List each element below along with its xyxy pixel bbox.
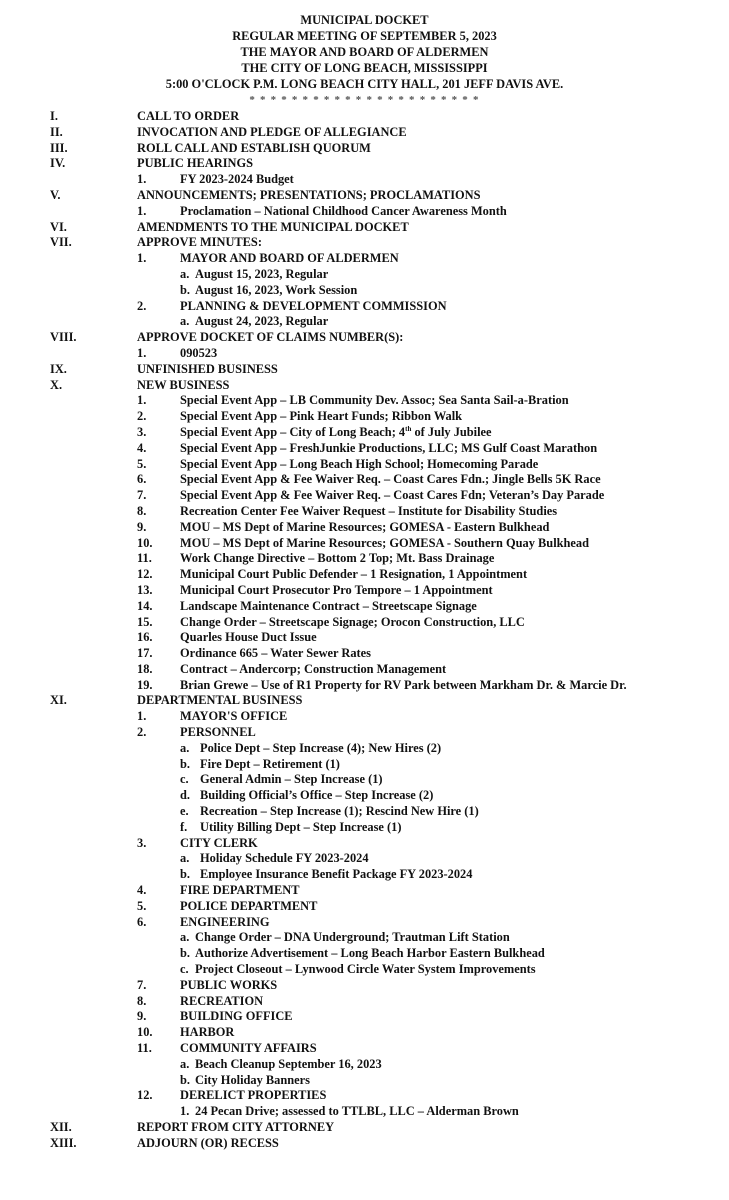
item-text-main: MAYOR AND BOARD OF ALDERMEN	[180, 251, 399, 266]
agenda-item	[0, 962, 729, 978]
agenda-item	[0, 504, 729, 520]
item-text-main: Special Event App – FreshJunkie Productions, LLC; MS Gulf Coast Marathon	[180, 440, 598, 455]
item-number: 4.	[137, 440, 147, 455]
item-number: 1.	[137, 393, 147, 408]
item-text-main: APPROVE DOCKET OF CLAIMS NUMBER(S):	[137, 330, 404, 345]
item-number: 2.	[137, 725, 147, 740]
item-text-main: REPORT FROM CITY ATTORNEY	[137, 1120, 335, 1134]
item-number: 14.	[137, 598, 153, 613]
agenda-item	[0, 457, 729, 473]
agenda-item	[0, 172, 729, 188]
item-number: 11.	[137, 1041, 152, 1056]
agenda-section	[0, 141, 729, 157]
agenda-item	[0, 1104, 729, 1120]
item-number: 1.	[137, 251, 147, 266]
agenda-item	[0, 851, 729, 867]
item-text-main: Special Event App – City of Long Beach; 4	[180, 424, 406, 439]
item-text-main: MOU – MS Dept of Marine Resources; GOMESA - Southern Quay Bulkhead	[180, 535, 590, 550]
item-text	[180, 630, 317, 646]
item-number: IX.	[50, 361, 67, 376]
agenda-item	[0, 1073, 729, 1089]
item-text	[195, 962, 536, 978]
item-text	[200, 804, 479, 820]
item-text	[180, 978, 277, 994]
item-text	[200, 788, 433, 804]
agenda-item	[0, 615, 729, 631]
item-text-main: Fire Dept – Retirement (1)	[200, 756, 340, 771]
agenda-item	[0, 946, 729, 962]
agenda-item	[0, 393, 729, 409]
agenda-item	[0, 772, 729, 788]
item-number: b.	[180, 282, 190, 297]
item-text-main: Contract – Andercorp; Construction Management	[180, 661, 447, 676]
item-text	[137, 220, 409, 236]
item-text	[137, 109, 239, 125]
agenda-item	[0, 804, 729, 820]
item-text-main: NEW BUSINESS	[137, 377, 230, 392]
item-text	[180, 488, 604, 504]
agenda-item	[0, 283, 729, 299]
agenda-section	[0, 109, 729, 125]
agenda-item	[0, 899, 729, 915]
item-number: 17.	[137, 646, 153, 661]
agenda-section	[0, 1120, 729, 1136]
item-number: 8.	[137, 993, 147, 1008]
item-text	[195, 930, 510, 946]
item-text	[180, 504, 557, 520]
ordinal-suffix: th	[405, 424, 412, 433]
item-text	[180, 709, 287, 725]
item-text	[137, 1136, 279, 1152]
item-text	[180, 662, 446, 678]
item-text-main: ENGINEERING	[180, 914, 270, 929]
item-number: 10.	[137, 1025, 153, 1040]
item-number: 1.	[137, 172, 147, 187]
agenda-section	[0, 156, 729, 172]
agenda-item	[0, 488, 729, 504]
item-text-main: Special Event App – Pink Heart Funds; Ribbon Walk	[180, 409, 463, 424]
item-number: e.	[180, 804, 189, 819]
item-text	[137, 235, 262, 251]
item-text-main: Recreation – Step Increase (1); Rescind New Hire (1)	[200, 804, 479, 819]
board-name: THE MAYOR AND BOARD OF ALDERMEN	[240, 45, 489, 59]
item-number: XII.	[50, 1120, 72, 1134]
item-text	[195, 946, 545, 962]
item-text	[180, 725, 256, 741]
item-text-main: POLICE DEPARTMENT	[180, 898, 318, 913]
docket-agenda	[0, 109, 729, 1152]
item-number: VII.	[50, 235, 72, 250]
agenda-section	[0, 125, 729, 141]
agenda-section	[0, 188, 729, 204]
agenda-item	[0, 978, 729, 994]
agenda-item	[0, 346, 729, 362]
agenda-item	[0, 630, 729, 646]
item-text	[180, 646, 371, 662]
item-number: 2.	[137, 409, 147, 424]
item-text	[180, 299, 447, 315]
item-text	[200, 757, 340, 773]
item-number: b.	[180, 756, 190, 771]
docket-header	[0, 12, 729, 108]
item-text-main: CALL TO ORDER	[137, 109, 240, 123]
item-text	[195, 314, 328, 330]
agenda-item	[0, 930, 729, 946]
item-text	[180, 1041, 317, 1057]
item-text	[180, 457, 538, 473]
item-text	[137, 1120, 334, 1136]
item-number: X.	[50, 377, 63, 392]
agenda-item	[0, 251, 729, 267]
item-text	[180, 615, 525, 631]
item-number: V.	[50, 187, 61, 202]
item-text-main: ROLL CALL AND ESTABLISH QUORUM	[137, 140, 371, 155]
agenda-item	[0, 551, 729, 567]
item-text-main: FIRE DEPARTMENT	[180, 883, 300, 898]
item-text	[180, 536, 589, 552]
item-text	[137, 378, 229, 394]
item-text-main: Building Official’s Office – Step Increase (2)	[200, 788, 434, 803]
item-text-main: COMMUNITY AFFAIRS	[180, 1041, 317, 1056]
item-text	[137, 330, 403, 346]
city-name: THE CITY OF LONG BEACH, MISSISSIPPI	[241, 61, 488, 75]
agenda-item	[0, 1041, 729, 1057]
item-text	[180, 599, 477, 615]
item-text	[195, 283, 357, 299]
item-text-main: PUBLIC WORKS	[180, 977, 278, 992]
item-text	[200, 772, 383, 788]
item-text	[137, 188, 481, 204]
agenda-item	[0, 646, 729, 662]
agenda-item	[0, 836, 729, 852]
item-text-main: Proclamation – National Childhood Cancer Awareness Month	[180, 203, 507, 218]
agenda-item	[0, 883, 729, 899]
item-number: a.	[180, 314, 190, 329]
item-number: 11.	[137, 551, 152, 566]
item-text-main: Change Order – DNA Underground; Trautman Lift Station	[195, 930, 510, 945]
item-text-main: Employee Insurance Benefit Package FY 2023-2024	[200, 867, 473, 882]
item-text-main: APPROVE MINUTES:	[137, 235, 262, 250]
item-number: 6.	[137, 472, 147, 487]
item-number: 12.	[137, 567, 153, 582]
item-text-main: 090523	[180, 345, 218, 360]
item-text-main: PUBLIC HEARINGS	[137, 156, 254, 171]
item-text-main: Ordinance 665 – Water Sewer Rates	[180, 646, 372, 661]
item-text	[180, 409, 462, 425]
agenda-item	[0, 1009, 729, 1025]
agenda-item	[0, 1088, 729, 1104]
item-text-main: 24 Pecan Drive; assessed to TTLBL, LLC – Alderman Brown	[195, 1104, 519, 1119]
item-text-main: August 16, 2023, Work Session	[195, 282, 358, 297]
agenda-item	[0, 441, 729, 457]
item-text	[137, 156, 253, 172]
item-text-main: Authorize Advertisement – Long Beach Harbor Eastern Bulkhead	[195, 946, 545, 961]
item-text-main: HARBOR	[180, 1025, 235, 1040]
item-number: 7.	[137, 977, 147, 992]
item-number: 18.	[137, 661, 153, 676]
item-number: VI.	[50, 219, 67, 234]
item-text-main: Holiday Schedule FY 2023-2024	[200, 851, 369, 866]
item-text	[180, 472, 601, 488]
item-number: 13.	[137, 582, 153, 597]
item-number: a.	[180, 1056, 190, 1071]
item-text-main: Municipal Court Public Defender – 1 Resignation, 1 Appointment	[180, 567, 528, 582]
item-text-main: Municipal Court Prosecutor Pro Tempore – 1 Appointment	[180, 582, 493, 597]
item-number: 3.	[137, 424, 147, 439]
item-text-main: ADJOURN (OR) RECESS	[137, 1135, 279, 1150]
item-text-main: Project Closeout – Lynwood Circle Water System Improvements	[195, 962, 536, 977]
agenda-item	[0, 299, 729, 315]
item-number: d.	[180, 788, 190, 803]
item-text-main: Beach Cleanup September 16, 2023	[195, 1056, 382, 1071]
agenda-item	[0, 409, 729, 425]
item-text-main: Special Event App – Long Beach High School; Homecoming Parade	[180, 456, 539, 471]
agenda-item	[0, 678, 729, 694]
agenda-item	[0, 788, 729, 804]
agenda-section	[0, 1136, 729, 1152]
item-text-main: Utility Billing Dept – Step Increase (1)	[200, 819, 402, 834]
item-number: 19.	[137, 677, 153, 692]
agenda-section	[0, 362, 729, 378]
item-number: b.	[180, 946, 190, 961]
item-text	[137, 141, 371, 157]
item-text	[180, 393, 569, 409]
agenda-item	[0, 867, 729, 883]
agenda-section	[0, 693, 729, 709]
item-number: 2.	[137, 298, 147, 313]
item-text-main: PLANNING & DEVELOPMENT COMMISSION	[180, 298, 447, 313]
item-text	[180, 551, 494, 567]
agenda-section	[0, 330, 729, 346]
agenda-item	[0, 662, 729, 678]
item-text	[180, 1025, 234, 1041]
item-text-main: UNFINISHED BUSINESS	[137, 361, 278, 376]
item-number: 3.	[137, 835, 147, 850]
item-text-main: RECREATION	[180, 993, 264, 1008]
item-text	[180, 583, 493, 599]
item-text	[200, 867, 472, 883]
item-text	[180, 1088, 326, 1104]
item-text-main: Special Event App & Fee Waiver Req. – Coast Cares Fdn; Veteran’s Day Parade	[180, 488, 605, 503]
item-number: 1.	[137, 345, 147, 360]
item-number: a.	[180, 851, 190, 866]
item-text	[180, 899, 317, 915]
item-text	[195, 1057, 382, 1073]
agenda-item	[0, 1057, 729, 1073]
item-text-main: PERSONNEL	[180, 725, 256, 740]
agenda-item	[0, 820, 729, 836]
item-text	[200, 851, 369, 867]
item-number: 5.	[137, 456, 147, 471]
item-number: 1.	[137, 709, 147, 724]
agenda-section	[0, 220, 729, 236]
agenda-section	[0, 235, 729, 251]
item-number: II.	[50, 124, 63, 139]
agenda-item	[0, 757, 729, 773]
item-number: 1.	[180, 1104, 190, 1119]
agenda-item	[0, 725, 729, 741]
item-number: 9.	[137, 1009, 147, 1024]
item-text	[137, 125, 407, 141]
agenda-item	[0, 472, 729, 488]
item-text-main: MOU – MS Dept of Marine Resources; GOMESA - Eastern Bulkhead	[180, 519, 550, 534]
agenda-item	[0, 1025, 729, 1041]
item-text-main: General Admin – Step Increase (1)	[200, 772, 383, 787]
item-text	[180, 883, 299, 899]
item-text-main: MAYOR'S OFFICE	[180, 709, 288, 724]
item-text-main: ANNOUNCEMENTS; PRESENTATIONS; PROCLAMATIONS	[137, 187, 481, 202]
item-text-main: Recreation Center Fee Waiver Request – Institute for Disability Studies	[180, 503, 558, 518]
item-number: 6.	[137, 914, 147, 929]
meeting-location: 5:00 O'CLOCK P.M. LONG BEACH CITY HALL, 201 JEFF DAVIS AVE.	[165, 77, 564, 91]
item-number: I.	[50, 109, 58, 123]
item-number: XIII.	[50, 1135, 77, 1150]
agenda-item	[0, 599, 729, 615]
item-text	[180, 994, 263, 1010]
item-number: IV.	[50, 156, 66, 171]
agenda-item	[0, 709, 729, 725]
item-text-main: Brian Grewe – Use of R1 Property for RV Park between Markham Dr. & Marcie Dr.	[180, 677, 627, 692]
item-text	[180, 567, 527, 583]
item-number: a.	[180, 266, 190, 281]
item-number: c.	[180, 772, 189, 787]
item-number: XI.	[50, 693, 67, 708]
item-text	[180, 346, 217, 362]
item-text-main: INVOCATION AND PLEDGE OF ALLEGIANCE	[137, 124, 407, 139]
item-number: VIII.	[50, 330, 77, 345]
item-number: 8.	[137, 503, 147, 518]
agenda-section	[0, 378, 729, 394]
agenda-item	[0, 741, 729, 757]
item-text-main: DEPARTMENTAL BUSINESS	[137, 693, 303, 708]
item-text-main: August 15, 2023, Regular	[195, 266, 329, 281]
item-number: 16.	[137, 630, 153, 645]
item-number: b.	[180, 867, 190, 882]
agenda-item	[0, 204, 729, 220]
item-number: 10.	[137, 535, 153, 550]
item-text	[200, 741, 441, 757]
item-number: a.	[180, 930, 190, 945]
item-text-rest: of July Jubilee	[411, 424, 492, 439]
item-text-main: August 24, 2023, Regular	[195, 314, 329, 329]
item-text	[180, 425, 492, 441]
item-text	[180, 915, 270, 931]
item-number: 7.	[137, 488, 147, 503]
item-number: a.	[180, 740, 190, 755]
agenda-item	[0, 567, 729, 583]
item-number: 15.	[137, 614, 153, 629]
agenda-item	[0, 583, 729, 599]
agenda-item	[0, 425, 729, 441]
item-text	[195, 1104, 519, 1120]
item-text-main: Change Order – Streetscape Signage; Orocon Construction, LLC	[180, 614, 525, 629]
item-number: b.	[180, 1072, 190, 1087]
item-number: f.	[180, 819, 188, 834]
item-text-main: Quarles House Duct Issue	[180, 630, 317, 645]
item-number: 4.	[137, 883, 147, 898]
item-text-main: CITY CLERK	[180, 835, 258, 850]
item-number: III.	[50, 140, 68, 155]
item-number: 9.	[137, 519, 147, 534]
item-text	[180, 1009, 293, 1025]
item-text	[195, 267, 328, 283]
agenda-item	[0, 314, 729, 330]
item-text	[137, 693, 302, 709]
agenda-item	[0, 915, 729, 931]
item-text-main: City Holiday Banners	[195, 1072, 310, 1087]
item-text-main: Work Change Directive – Bottom 2 Top; Mt. Bass Drainage	[180, 551, 495, 566]
item-text	[180, 520, 549, 536]
agenda-item	[0, 520, 729, 536]
item-text-main: FY 2023-2024 Budget	[180, 172, 294, 187]
agenda-item	[0, 536, 729, 552]
item-number: 1.	[137, 203, 147, 218]
item-text-main: Special Event App – LB Community Dev. Assoc; Sea Santa Sail-a-Bration	[180, 393, 569, 408]
item-text-main: DERELICT PROPERTIES	[180, 1088, 327, 1103]
item-number: 5.	[137, 898, 147, 913]
item-text	[200, 820, 401, 836]
item-text-main: BUILDING OFFICE	[180, 1009, 293, 1024]
agenda-item	[0, 267, 729, 283]
item-text	[180, 441, 597, 457]
separator-stars: * * * * * * * * * * * * * * * * * * * * * *	[249, 94, 480, 106]
item-text	[180, 172, 294, 188]
agenda-item	[0, 994, 729, 1010]
item-text	[180, 836, 258, 852]
item-text-main: AMENDMENTS TO THE MUNICIPAL DOCKET	[137, 219, 409, 234]
item-text	[180, 204, 507, 220]
item-text	[137, 362, 278, 378]
item-text-main: Landscape Maintenance Contract – Streetscape Signage	[180, 598, 477, 613]
item-text	[180, 251, 399, 267]
meeting-title: REGULAR MEETING OF SEPTEMBER 5, 2023	[232, 29, 497, 43]
item-text-main: Special Event App & Fee Waiver Req. – Coast Cares Fdn.; Jingle Bells 5K Race	[180, 472, 601, 487]
docket-title: MUNICIPAL DOCKET	[300, 13, 429, 27]
item-text-main: Police Dept – Step Increase (4); New Hires (2)	[200, 740, 442, 755]
item-text	[195, 1073, 310, 1089]
item-text	[180, 678, 627, 694]
item-number: 12.	[137, 1088, 153, 1103]
item-number: c.	[180, 962, 189, 977]
